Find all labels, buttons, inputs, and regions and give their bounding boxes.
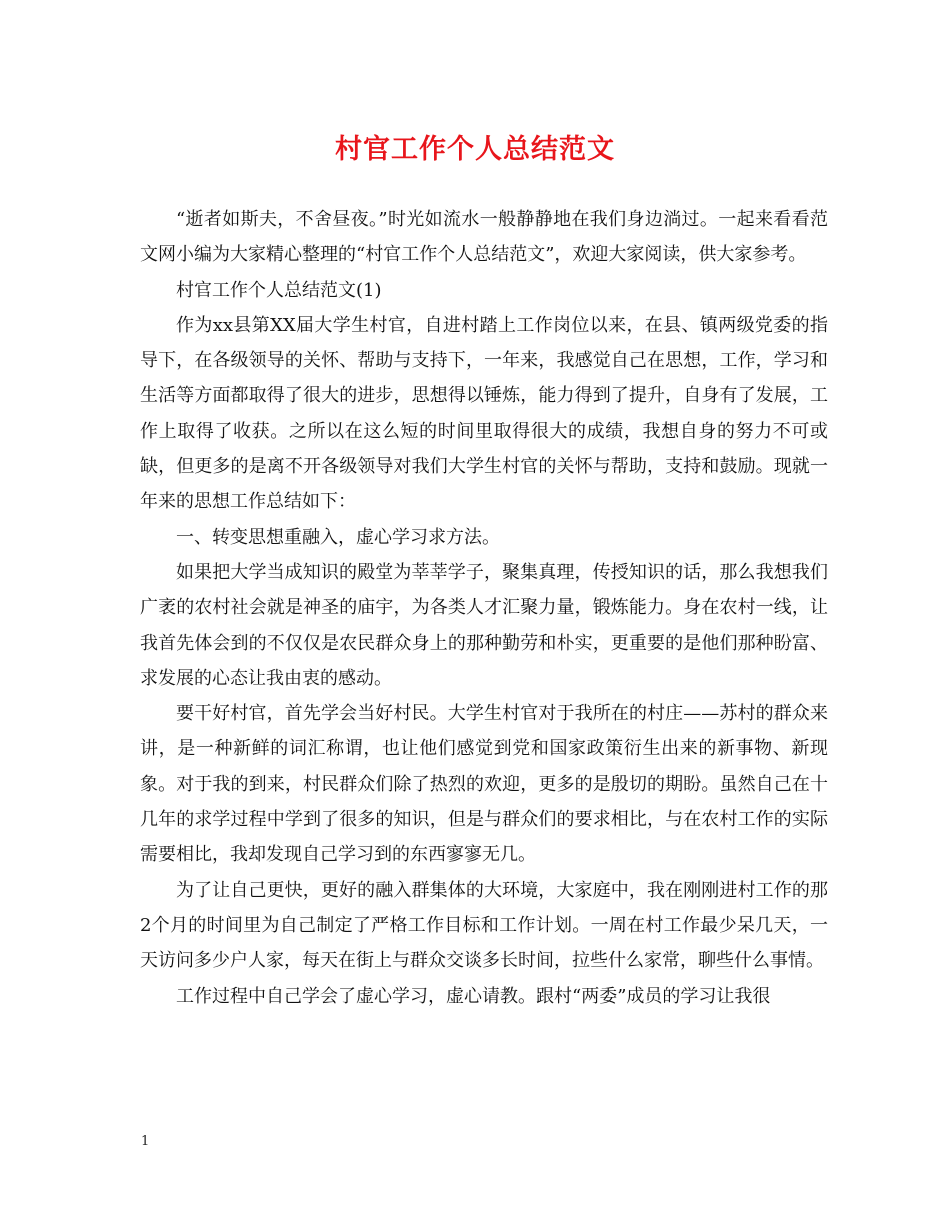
document-body [140,202,828,1014]
paragraph-subheading: 一、转变思想重融入，虚心学习求方法。 [176,526,500,548]
paragraph-body: 为了让自己更快，更好的融入群集体的大环境，大家庭中，我在刚刚进村工作的那2个月的时间里为自己制定了严格工作目标和工作计划。一周在村工作最少呆几天，一天访问多少户人家，每天在街上与群众交谈多长时间，拉些什么家常，聊些什么事情。 [140,879,828,972]
paragraph-section-heading: 村官工作个人总结范文(1) [176,279,382,301]
document-title: 村官工作个人总结范文 [335,134,615,165]
paragraph-intro: “逝者如斯夫，不舍昼夜。”时光如流水一般静静地在我们身边淌过。一起来看看范文网小编为大家精心整理的“村官工作个人总结范文”，欢迎大家阅读，供大家参考。 [140,209,828,266]
paragraph-body: 工作过程中自己学会了虚心学习，虚心请教。跟村“两委”成员的学习让我很 [176,985,771,1007]
page-number: 1 [141,1134,150,1149]
paragraph-body: 要干好村官，首先学会当好村民。大学生村官对于我所在的村庄——苏村的群众来讲，是一种新鲜的词汇称谓，也让他们感觉到党和国家政策衍生出来的新事物、新现象。对于我的到来，村民群众们除了热烈的欢迎，更多的是殷切的期盼。虽然自己在十几年的求学过程中学到了很多的知识，但是与群众们的要求相比，与在农村工作的实际需要相比，我却发现自己学习到的东西寥寥无几。 [140,703,828,866]
paragraph-body: 作为xx县第XX届大学生村官，自进村踏上工作岗位以来，在县、镇两级党委的指导下，在各级领导的关怀、帮助与支持下，一年来，我感觉自己在思想，工作，学习和生活等方面都取得了很大的进步，思想得以锤炼，能力得到了提升，自身有了发展，工作上取得了收获。之所以在这么短的时间里取得很大的成绩，我想自身的努力不可或缺，但更多的是离不开各级领导对我们大学生村官的关怀与帮助，支持和鼓励。现就一年来的思想工作总结如下： [140,314,828,513]
paragraph-body: 如果把大学当成知识的殿堂为莘莘学子，聚集真理，传授知识的话，那么我想我们广袤的农村社会就是神圣的庙宇，为各类人才汇聚力量，锻炼能力。身在农村一线，让我首先体会到的不仅仅是农民群众身上的那种勤劳和朴实，更重要的是他们那种盼富、求发展的心态让我由衷的感动。 [140,561,828,689]
